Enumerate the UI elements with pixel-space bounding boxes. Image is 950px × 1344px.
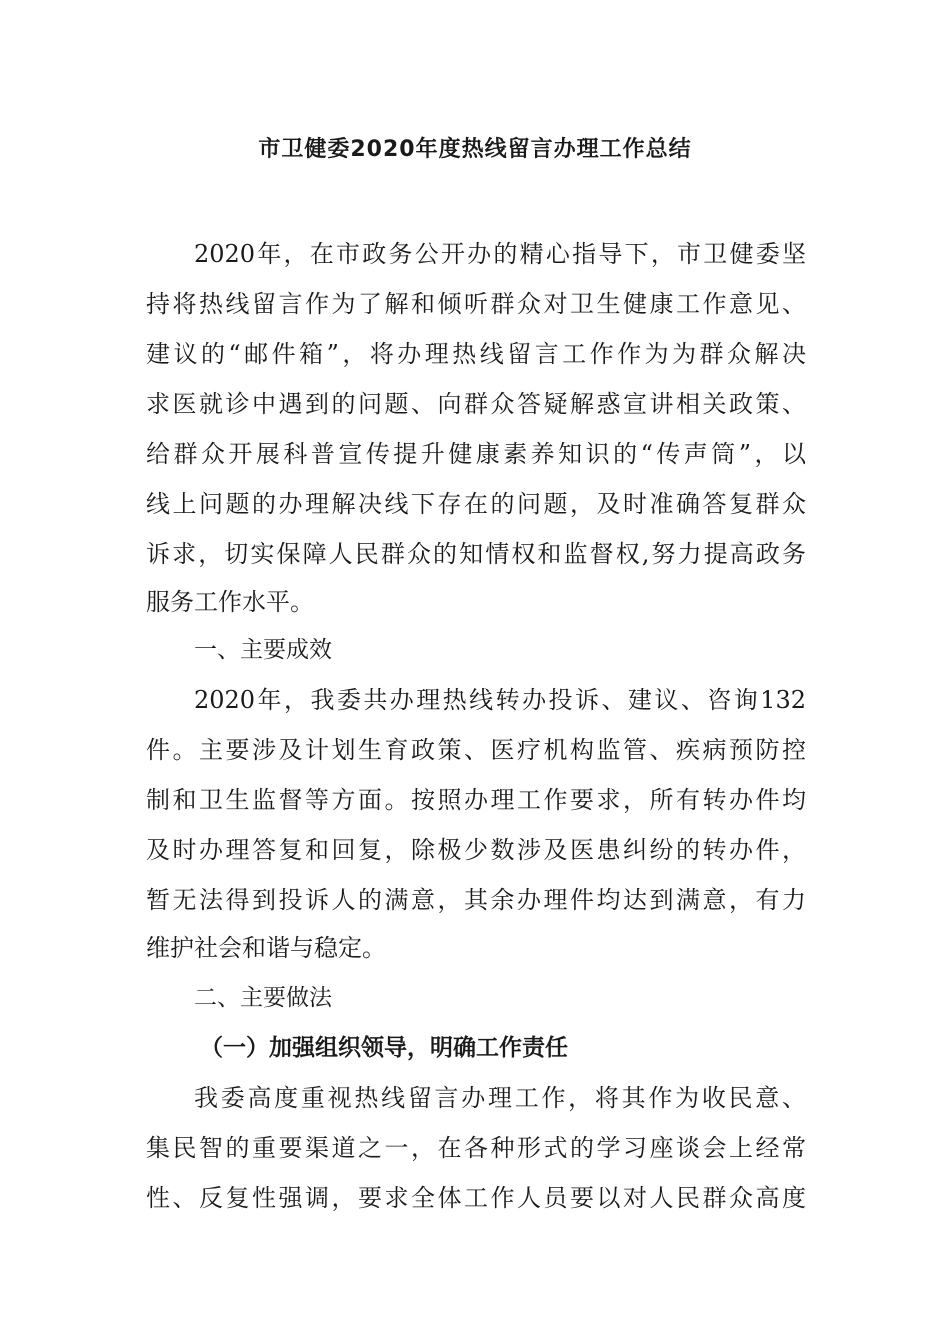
paragraph-line: 服务工作水平。 (146, 588, 314, 616)
paragraph-line: 集民智的重要渠道之一，在各种形式的学习座谈会上经常 (146, 1134, 806, 1162)
paragraph-line: 诉求，切实保障人民群众的知情权和监督权,努力提高政务 (146, 540, 806, 568)
paragraph-line: 给群众开展科普宣传提升健康素养知识的“传声筒”，以 (146, 440, 806, 468)
paragraph-line: 持将热线留言作为了解和倾听群众对卫生健康工作意见、 (146, 290, 806, 318)
paragraph-line: 制和卫生监督等方面。按照办理工作要求，所有转办件均 (146, 786, 806, 814)
paragraph-line: 及时办理答复和回复，除极少数涉及医患纠纷的转办件， (146, 836, 806, 864)
subsection-heading: （一）加强组织领导，明确工作责任 (200, 1035, 568, 1061)
section-heading: 二、主要做法 (194, 985, 332, 1011)
paragraph-line: 暂无法得到投诉人的满意，其余办理件均达到满意，有力 (146, 886, 806, 914)
paragraph-line: 2020年，在市政务公开办的精心指导下，市卫健委坚 (194, 240, 806, 268)
paragraph-line: 我委高度重视热线留言办理工作，将其作为收民意、 (194, 1084, 806, 1112)
paragraph-line: 性、反复性强调，要求全体工作人员要以对人民群众高度 (146, 1184, 806, 1212)
paragraph-line: 维护社会和谐与稳定。 (146, 934, 386, 962)
section-heading: 一、主要成效 (194, 637, 332, 663)
paragraph-line: 件。主要涉及计划生育政策、医疗机构监管、疾病预防控 (146, 736, 806, 764)
paragraph-line: 线上问题的办理解决线下存在的问题，及时准确答复群众 (146, 490, 806, 518)
paragraph-line: 建议的“邮件箱”，将办理热线留言工作作为为群众解决 (146, 340, 806, 368)
paragraph-line: 2020年，我委共办理热线转办投诉、建议、咨询132 (194, 686, 806, 714)
paragraph-line: 求医就诊中遇到的问题、向群众答疑解惑宣讲相关政策、 (146, 390, 806, 418)
document-title: 市卫健委2020年度热线留言办理工作总结 (258, 137, 692, 162)
